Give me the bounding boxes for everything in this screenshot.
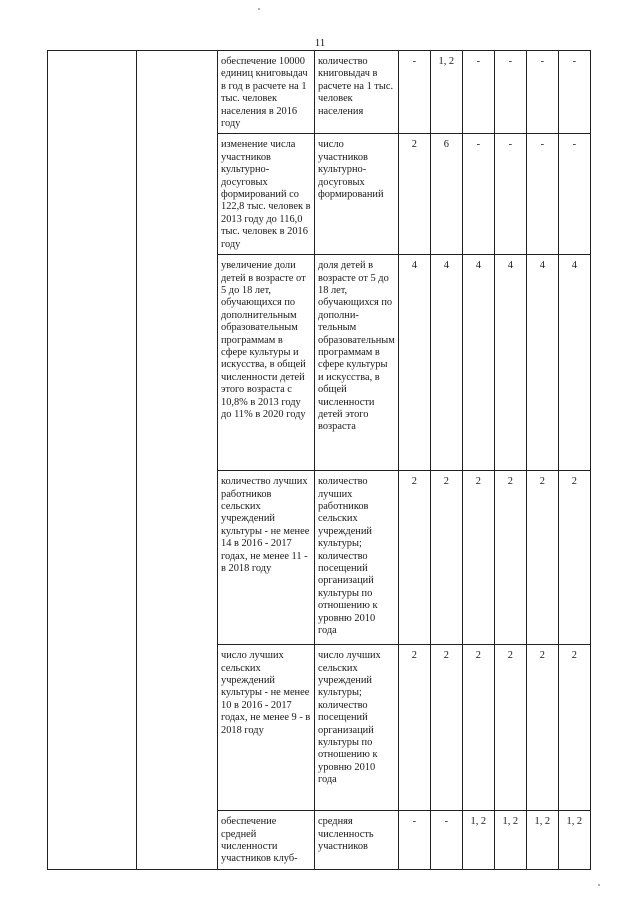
indicator-cell: увеличение доли детей в возрасте от 5 до 18 лет, обучающихся по дополнительным образовательным программам в сфере культуры и искусства, в общей численности детей этого возраста с 10,8% в 2013 году до 11% в 2020 году [218, 255, 315, 471]
value-cell: 2 [494, 471, 526, 645]
value-cell: - [398, 51, 430, 134]
value-cell: 2 [398, 134, 430, 255]
value-cell: - [526, 51, 558, 134]
indicator-cell: обеспечение 10000 единиц книговыдач в год в расчете на 1 тыс. человек населения в 2016 году [218, 51, 315, 134]
value-cell: 1, 2 [558, 811, 590, 870]
value-cell: - [526, 134, 558, 255]
value-cell: 1, 2 [462, 811, 494, 870]
value-cell: 2 [398, 471, 430, 645]
value-cell: - [462, 51, 494, 134]
measure-cell: количество лучших работников сельских учреждений культуры; количество посещений организаций культуры по отношению к уровню 2010 года [315, 471, 399, 645]
indicator-cell: число лучших сельских учреждений культуры - не менее 10 в 2016 - 2017 годах, не менее 9 - в 2018 году [218, 645, 315, 811]
value-cell: 1, 2 [494, 811, 526, 870]
measure-cell: средняя численность участников [315, 811, 399, 870]
value-cell: 1, 2 [526, 811, 558, 870]
blank-cell [48, 51, 137, 870]
value-cell: 4 [558, 255, 590, 471]
measure-cell: количество книговыдач в расчете на 1 тыс. человек населения [315, 51, 399, 134]
value-cell: 4 [430, 255, 462, 471]
value-cell: - [398, 811, 430, 870]
value-cell: 2 [398, 645, 430, 811]
value-cell: 4 [398, 255, 430, 471]
scan-speck [258, 8, 260, 10]
measure-cell: доля детей в возрасте от 5 до 18 лет, обучающихся по дополни-тельным образовательным программам в сфере культуры и искусства, в общей численности детей этого возраста [315, 255, 399, 471]
value-cell: - [462, 134, 494, 255]
value-cell: 1, 2 [430, 51, 462, 134]
indicator-cell: изменение числа участников культурно-досуговых формирований со 122,8 тыс. человек в 2013 году до 116,0 тыс. человек в 2016 году [218, 134, 315, 255]
value-cell: 2 [462, 645, 494, 811]
value-cell: 4 [462, 255, 494, 471]
indicator-cell: обеспечение средней численности участников клуб- [218, 811, 315, 870]
value-cell: - [494, 51, 526, 134]
page-number: 11 [314, 37, 326, 49]
table-row [48, 51, 591, 134]
value-cell: 2 [558, 471, 590, 645]
value-cell: 2 [526, 645, 558, 811]
value-cell: - [494, 134, 526, 255]
value-cell: 6 [430, 134, 462, 255]
value-cell: - [558, 134, 590, 255]
value-cell: 2 [430, 645, 462, 811]
scan-speck [598, 884, 600, 886]
value-cell: - [558, 51, 590, 134]
measure-cell: число участников культурно-досуговых формирований [315, 134, 399, 255]
value-cell: 2 [494, 645, 526, 811]
value-cell: 2 [430, 471, 462, 645]
value-cell: 4 [494, 255, 526, 471]
value-cell: 2 [558, 645, 590, 811]
measure-cell: число лучших сельских учреждений культуры; количество посещений организаций культуры по отношению к уровню 2010 года [315, 645, 399, 811]
value-cell: - [430, 811, 462, 870]
value-cell: 2 [462, 471, 494, 645]
blank-cell [137, 51, 218, 870]
value-cell: 2 [526, 471, 558, 645]
indicator-cell: количество лучших работников сельских учреждений культуры - не менее 14 в 2016 - 2017 годах, не менее 11 - в 2018 году [218, 471, 315, 645]
indicators-table [47, 50, 591, 870]
value-cell: 4 [526, 255, 558, 471]
